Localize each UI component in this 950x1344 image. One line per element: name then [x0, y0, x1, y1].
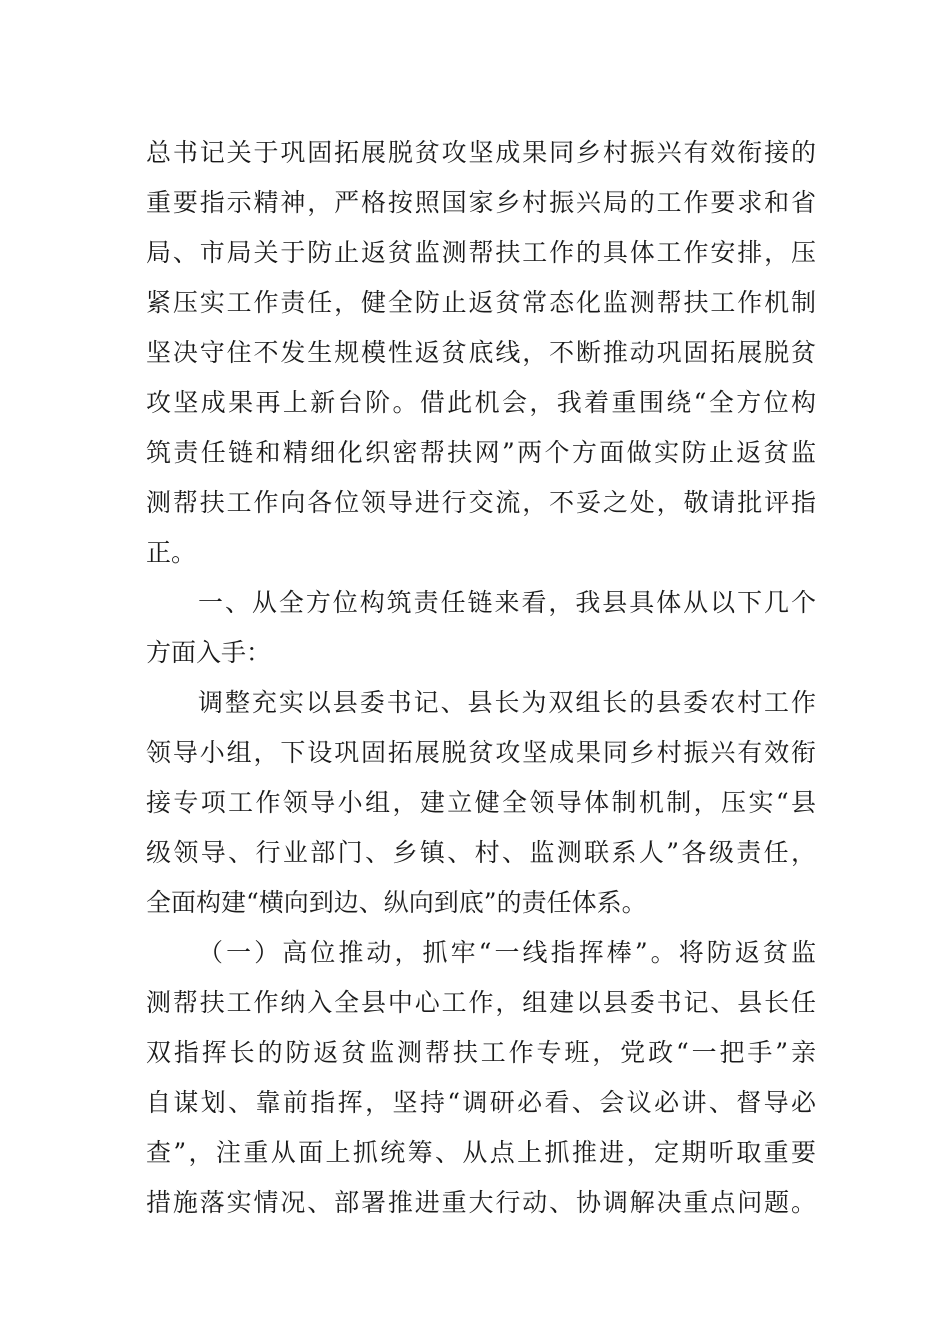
text-line: 正。: [146, 538, 197, 567]
text-line: 双指挥长的防返贫监测帮扶工作专班，党政“一把手”亲: [146, 1038, 816, 1067]
text-line: 测帮扶工作向各位领导进行交流，不妥之处，敬请批评指: [146, 488, 816, 517]
text-line: 紧压实工作责任，健全防止返贫常态化监测帮扶工作机制: [146, 288, 816, 317]
text-line: 测帮扶工作纳入全县中心工作，组建以县委书记、县长任: [146, 988, 816, 1017]
text-line: 领导小组，下设巩固拓展脱贫攻坚成果同乡村振兴有效衔: [146, 738, 816, 767]
text-line: 筑责任链和精细化织密帮扶网”两个方面做实防止返贫监: [146, 438, 816, 467]
text-line: 查”，注重从面上抓统筹、从点上抓推进，定期听取重要: [146, 1138, 816, 1167]
text-line: 全面构建“横向到边、纵向到底”的责任体系。: [146, 888, 647, 917]
section-heading-line: 方面入手：: [146, 638, 272, 667]
text-line: 调整充实以县委书记、县长为双组长的县委农村工作: [198, 688, 816, 717]
text-line: 坚决守住不发生规模性返贫底线，不断推动巩固拓展脱贫: [146, 338, 816, 367]
text-line: 总书记关于巩固拓展脱贫攻坚成果同乡村振兴有效衔接的: [146, 138, 816, 167]
text-line: 接专项工作领导小组，建立健全领导体制机制，压实“县: [146, 788, 816, 817]
text-line: 措施落实情况、部署推进重大行动、协调解决重点问题。: [146, 1188, 816, 1217]
text-line: 级领导、行业部门、乡镇、村、监测联系人”各级责任，: [146, 838, 816, 867]
text-line: 自谋划、靠前指挥，坚持“调研必看、会议必讲、督导必: [146, 1088, 816, 1117]
text-line: 重要指示精神，严格按照国家乡村振兴局的工作要求和省: [146, 188, 816, 217]
text-line: 局、市局关于防止返贫监测帮扶工作的具体工作安排，压: [146, 238, 816, 267]
subsection-heading-line: （一）高位推动，抓牢“一线指挥棒”。将防返贫监: [198, 938, 816, 967]
text-line: 攻坚成果再上新台阶。借此机会，我着重围绕“全方位构: [146, 388, 816, 417]
section-heading-line: 一、从全方位构筑责任链来看，我县具体从以下几个: [198, 588, 816, 617]
